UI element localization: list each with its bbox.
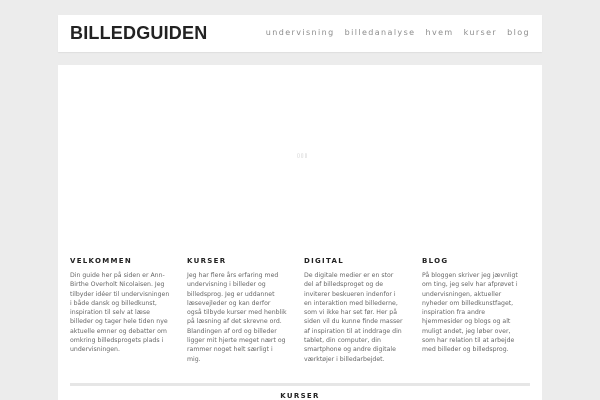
nav-item-kurser[interactable]: kurser bbox=[463, 28, 498, 37]
column-text: Din guide her på siden er Ann-Birthe Overholt Nicolaisen. Jeg tilbyder idéer til undervisningen i både dansk og billedkunst, inspiration til selv at læse billeder og tager hele tiden nye aktuelle emner og debatter om omkring billedsprogets plads i undervisningen. bbox=[70, 272, 170, 354]
site-header bbox=[58, 15, 542, 52]
section-divider bbox=[70, 383, 530, 386]
main-content bbox=[58, 65, 542, 400]
column-title: BLOG bbox=[422, 257, 449, 265]
column-text: På bloggen skriver jeg jævnligt om ting, jeg selv har afprøvet i undervisningen, aktueller nyheder om billedkunstfaget, inspiration fra andre hjemmesider og blogs og alt muligt andet, jeg løber over, som har relation til at arbejde med billeder og billedsprog. bbox=[422, 272, 518, 354]
column-text: De digitale medier er en stor del af billedsproget og de inviterer beskueren indenfor i en interaktion med billederne, som vi ikke har set før. Her på siden vil du kunne finde masser af inspiration til at inddrage din tablet, din computer, din smartphone og andre digitale værktøjer i billedarbejdet. bbox=[304, 272, 403, 363]
main-nav bbox=[266, 28, 530, 37]
column-title: VELKOMMEN bbox=[70, 257, 132, 265]
column-digital bbox=[304, 257, 404, 364]
site-logo[interactable]: BILLEDGUIDEN bbox=[70, 23, 208, 43]
column-title: KURSER bbox=[187, 257, 227, 265]
column-velkommen bbox=[70, 257, 170, 355]
column-kurser bbox=[187, 257, 287, 364]
column-text: Jeg har flere års erfaring med undervisning i billeder og billedsprog. Jeg er uddannet læsevejleder og kan derfor også tilbyde kurser med henblik på læsning af det skrevne ord. Blandingen af ord og billeder ligger mit hjerte meget nært og rammer noget helt særligt i mig. bbox=[187, 272, 287, 363]
column-title: DIGITAL bbox=[304, 257, 344, 265]
nav-item-blog[interactable]: blog bbox=[507, 28, 530, 37]
slider-indicator[interactable]: ▯▯▯ bbox=[297, 153, 309, 159]
nav-item-undervisning[interactable]: undervisning bbox=[265, 28, 335, 37]
section-title-kurser: KURSER bbox=[280, 392, 320, 400]
nav-item-billedanalyse[interactable]: billedanalyse bbox=[344, 28, 416, 37]
image-slider[interactable] bbox=[58, 65, 542, 245]
nav-item-hvem[interactable]: hvem bbox=[425, 28, 454, 37]
column-blog bbox=[422, 257, 522, 355]
